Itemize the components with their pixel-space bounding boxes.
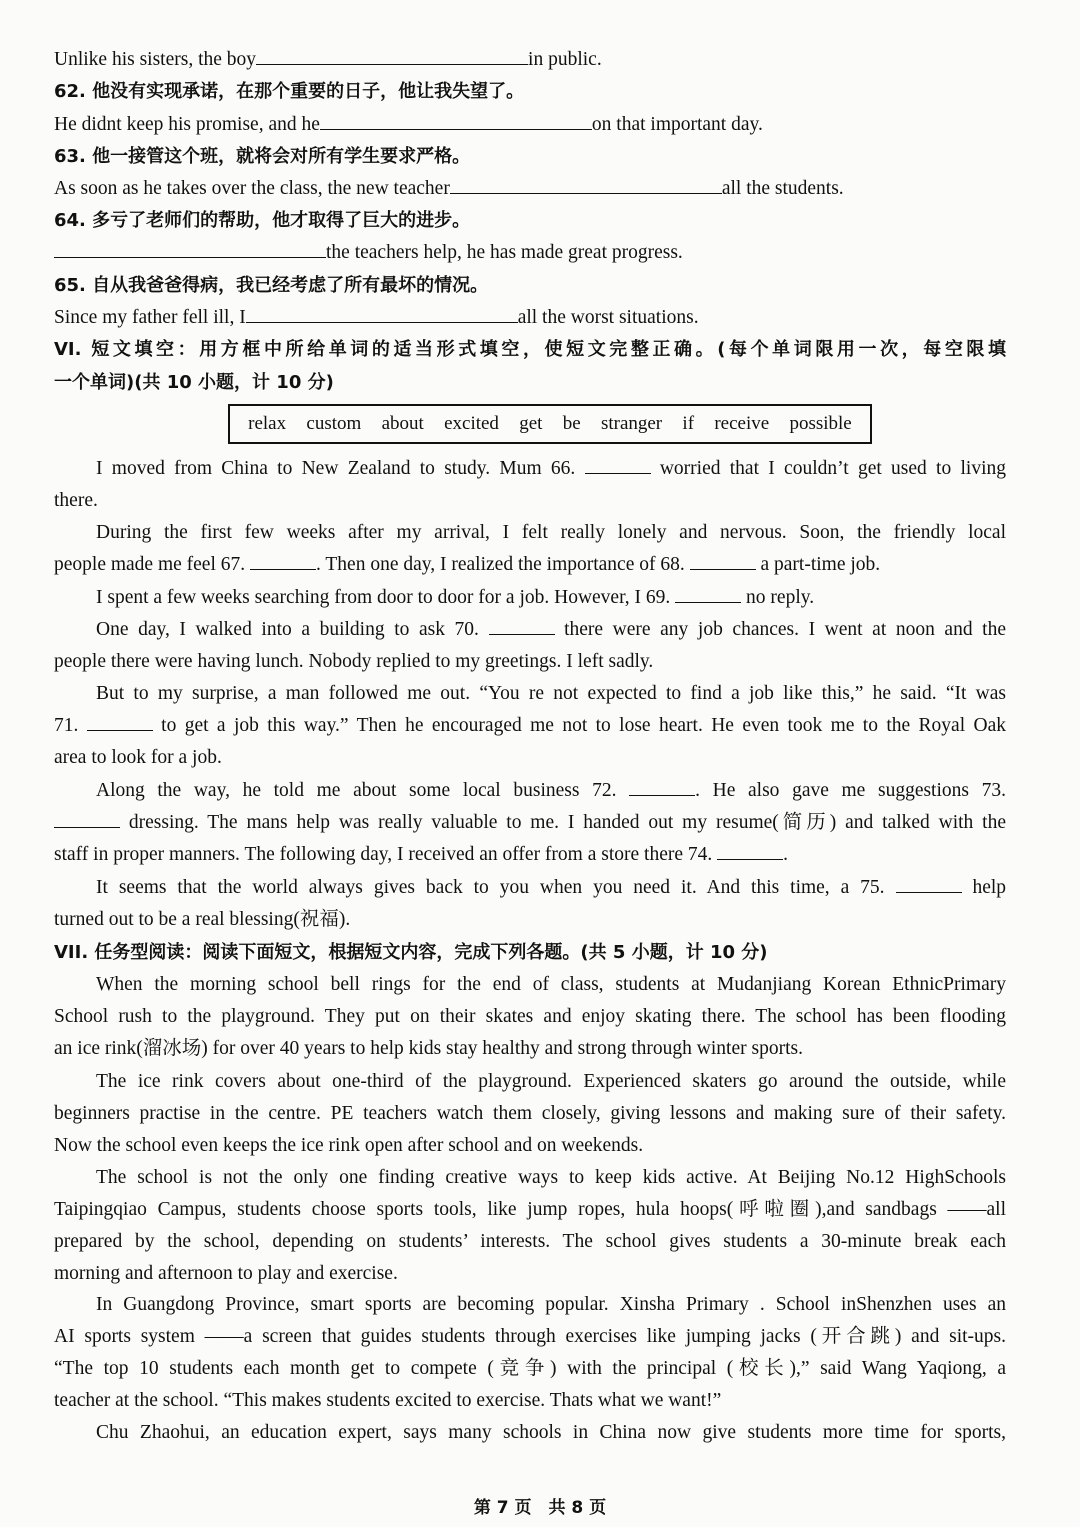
reading-line: an ice rink(溜冰场) for over 40 years to help kids stay healthy and strong through winter sports. (54, 1038, 803, 1059)
q63-prompt: 63. 他一接管这个班，就将会对所有学生要求严格。 (54, 146, 471, 167)
word-bank-item: get (519, 413, 543, 434)
section-vi-heading-cont: 一个单词)(共 10 小题，计 10 分) (54, 372, 334, 393)
reading-line: Chu Zhaohui, an education expert, says many schools in China now give students more time for sports, (96, 1422, 1006, 1443)
answer-blank-75[interactable] (896, 874, 962, 893)
section-vii-heading: VII. 任务型阅读：阅读下面短文，根据短文内容，完成下列各题。(共 5 小题，计 10 分) (54, 942, 768, 963)
word-bank-item: custom (306, 413, 362, 434)
reading-line: Taipingqiao Campus, students choose sports tools, like jump ropes, hula hoops(呼啦圈),and sandbags ——all (54, 1199, 1006, 1220)
q62-line: He didnt keep his promise, and he on that important day. (54, 110, 1006, 140)
passage-line: One day, I walked into a building to ask 70. there were any job chances. I went at noon and the (96, 615, 1006, 645)
reading-line: The school is not the only one finding creative ways to keep kids active. At Beijing No.12 HighSchools (96, 1167, 1006, 1188)
passage-line: dressing. The mans help was really valuable to me. I handed out my resume(简历) and talked with the (54, 808, 1006, 838)
passage-line: people there were having lunch. Nobody replied to my greetings. I left sadly. (54, 651, 654, 672)
passage-line: During the first few weeks after my arrival, I felt really lonely and nervous. Soon, the friendly local (96, 522, 1006, 543)
answer-blank-73[interactable] (54, 809, 120, 828)
answer-blank[interactable] (256, 46, 528, 65)
answer-blank-71[interactable] (87, 712, 153, 731)
q64-line: the teachers help, he has made great progress. (54, 238, 1006, 268)
answer-blank[interactable] (450, 175, 722, 194)
reading-line: “The top 10 students each month get to compete (竞争) with the principal (校长),” said Wang Yaqiong, a (54, 1358, 1006, 1379)
passage-line: But to my surprise, a man followed me out. “You re not expected to find a job like this,” he said. “It was (96, 683, 1006, 704)
word-bank-item: excited (444, 413, 499, 434)
word-bank-item: stranger (600, 413, 663, 434)
word-bank-item: be (562, 413, 581, 434)
q64-prompt: 64. 多亏了老师们的帮助，他才取得了巨大的进步。 (54, 210, 471, 231)
word-bank-item: if (682, 413, 695, 434)
answer-blank-66[interactable] (585, 455, 651, 474)
answer-blank[interactable] (320, 111, 592, 130)
answer-blank[interactable] (54, 239, 326, 258)
q62-prompt: 62. 他没有实现承诺，在那个重要的日子，他让我失望了。 (54, 81, 525, 102)
answer-blank-69[interactable] (675, 584, 741, 603)
reading-line: prepared by the school, depending on students’ interests. The school gives students a 30-minute break each (54, 1231, 1006, 1252)
answer-blank-68[interactable] (690, 551, 756, 570)
word-bank-item: possible (789, 413, 852, 434)
q65-line: Since my father fell ill, I all the worst situations. (54, 303, 1006, 333)
reading-line: School rush to the playground. They put on their skates and enjoy skating there. The school has been flooding (54, 1006, 1006, 1027)
passage-line: I moved from China to New Zealand to study. Mum 66. worried that I couldn’t get used to living (96, 454, 1006, 484)
word-bank-item: receive (714, 413, 770, 434)
q61-line: Unlike his sisters, the boy in public. (54, 45, 1006, 75)
word-bank-item: about (381, 413, 424, 434)
passage-line: turned out to be a real blessing(祝福). (54, 909, 351, 930)
reading-line: When the morning school bell rings for the end of class, students at Mudanjiang Korean EthnicPrimary (96, 974, 1006, 995)
reading-line: morning and afternoon to play and exercise. (54, 1263, 398, 1284)
reading-line: teacher at the school. “This makes students excited to exercise. Thats what we want!” (54, 1390, 722, 1411)
answer-blank-70[interactable] (489, 616, 555, 635)
reading-line: Now the school even keeps the ice rink open after school and on weekends. (54, 1135, 644, 1156)
passage-line: people made me feel 67. . Then one day, I realized the importance of 68. a part-time job. (54, 550, 1006, 580)
section-vi-heading: VI. 短文填空：用方框中所给单词的适当形式填空，使短文完整正确。(每个单词限用一次，每空限填 (54, 339, 1006, 360)
passage-line: there. (54, 490, 98, 511)
reading-line: AI sports system ——a screen that guides students through exercises like jumping jacks (开合跳) and sit-ups. (54, 1326, 1006, 1347)
answer-blank-67[interactable] (250, 551, 316, 570)
passage-line: Along the way, he told me about some local business 72. . He also gave me suggestions 73. (96, 776, 1006, 806)
reading-line: beginners practise in the centre. PE teachers watch them closely, giving lessons and making sure of their safety. (54, 1103, 1006, 1124)
word-bank-box (228, 404, 872, 444)
page-footer: 第 7 页 共 8 页 (473, 1498, 607, 1518)
passage-line: It seems that the world always gives back to you when you need it. And this time, a 75. help (96, 873, 1006, 903)
q65-prompt: 65. 自从我爸爸得病，我已经考虑了所有最坏的情况。 (54, 275, 489, 296)
answer-blank[interactable] (246, 304, 518, 323)
passage-line: area to look for a job. (54, 747, 222, 768)
answer-blank-74[interactable] (717, 841, 783, 860)
word-bank-item: relax (248, 413, 287, 434)
passage-line: I spent a few weeks searching from door to door for a job. However, I 69. no reply. (96, 583, 1006, 613)
passage-line: 71. to get a job this way.” Then he encouraged me not to lose heart. He even took me to the Royal Oak (54, 711, 1006, 741)
answer-blank-72[interactable] (629, 777, 695, 796)
q63-line: As soon as he takes over the class, the new teacher all the students. (54, 174, 1006, 204)
reading-line: The ice rink covers about one-third of the playground. Experienced skaters go around the outside, while (96, 1071, 1006, 1092)
passage-line: staff in proper manners. The following day, I received an offer from a store there 74. . (54, 840, 1006, 870)
reading-line: In Guangdong Province, smart sports are becoming popular. Xinsha Primary . School inShenzhen uses an (96, 1294, 1006, 1315)
